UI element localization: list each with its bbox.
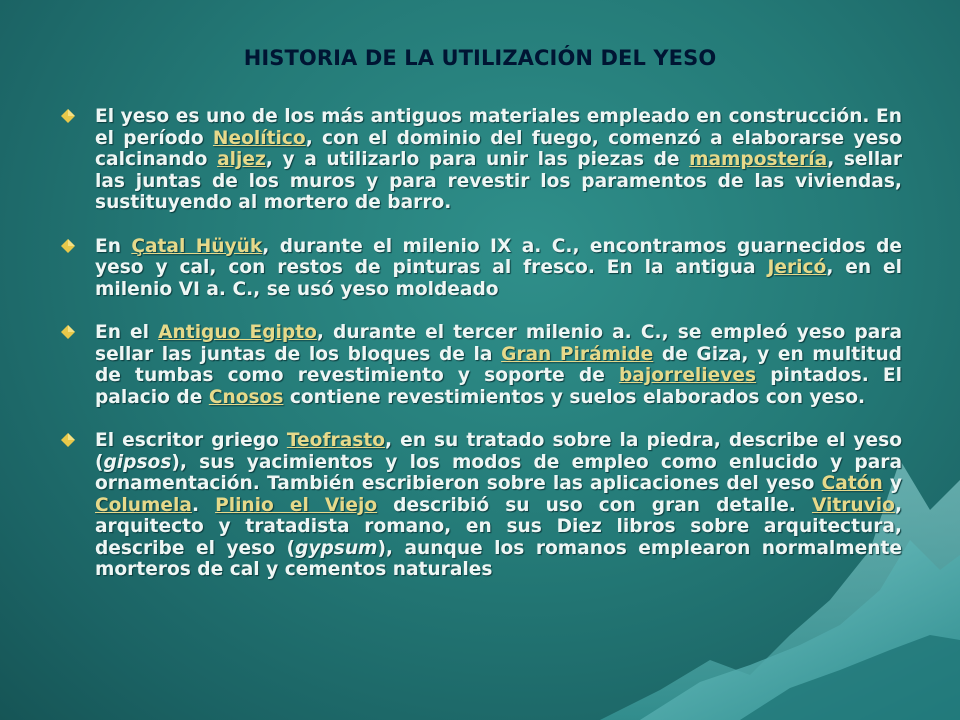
link-teofrasto[interactable]: Teofrasto (286, 430, 385, 451)
link-cnosos[interactable]: Cnosos (208, 386, 284, 408)
link-aljez[interactable]: aljez (217, 149, 266, 170)
bullet-text: , sellar las juntas de los muros y para revestir los paramentos de las viviendas, sustituyendo al mortero de barro. (95, 149, 902, 213)
bullet-text: El escritor griego (95, 430, 287, 451)
bullet-text: describió su uso con gran detalle. (377, 494, 812, 516)
bullet-item-2 (60, 236, 902, 301)
link-gran-piramide[interactable]: Gran Pirámide (501, 343, 654, 365)
diamond-bullet-icon (61, 325, 75, 339)
bullet-text: En el (95, 322, 159, 343)
slide-title: HISTORIA DE LA UTILIZACIÓN DEL YESO (243, 46, 717, 70)
link-plinio-el-viejo[interactable]: Plinio el Viejo (215, 494, 378, 516)
link-catal-huyuk[interactable]: Çatal Hüyük (131, 235, 263, 257)
bullet-item-4 (60, 430, 902, 581)
bullet-text: contiene revestimientos y suelos elaborados con yeso. (283, 386, 866, 408)
diamond-bullet-icon (61, 239, 75, 253)
bullet-text: , en el milenio VI a. C., se usó yeso moldeado (95, 257, 903, 300)
diamond-bullet-icon (61, 433, 75, 447)
link-bajorrelieves[interactable]: bajorrelieves (618, 365, 757, 386)
bullet-text: y (882, 473, 902, 494)
emphasis-gipsos: gipsos (103, 451, 172, 473)
bullet-list (60, 106, 902, 603)
emphasis-gypsum: gypsum (295, 537, 378, 559)
bullet-text: , con el dominio del fuego, comenzó a elaborarse yeso calcinando (95, 127, 902, 170)
bullet-text: . (191, 494, 216, 516)
bullet-item-1 (60, 106, 902, 214)
bullet-item-3 (60, 322, 902, 408)
bullet-text: pintados. El palacio de (95, 365, 903, 408)
link-neolitico[interactable]: Neolítico (212, 127, 306, 149)
bullet-text: de Giza, y en multitud de tumbas como revestimiento y soporte de (95, 343, 902, 386)
bullet-text: , durante el milenio IX a. C., encontramos guarnecidos de yeso y cal, con restos de pinturas al fresco. En la antigua (95, 235, 902, 278)
bullet-text: , durante el tercer milenio a. C., se empleó yeso para sellar las juntas de los bloques de la (95, 322, 902, 365)
bullet-text: En (95, 235, 132, 257)
bullet-text: ), sus yacimientos y los modos de empleo como enlucido y para ornamentación. También escribieron sobre las aplicaciones del yeso (95, 451, 902, 494)
bullet-text: , en su tratado sobre la piedra, describe el yeso ( (95, 430, 902, 473)
link-columela[interactable]: Columela (95, 494, 192, 516)
bullet-text: ), aunque los romanos emplearon normalmente morteros de cal y cementos naturales (95, 537, 902, 580)
link-antiguo-egipto[interactable]: Antiguo Egipto (158, 322, 317, 343)
link-vitruvio[interactable]: Vitruvio (811, 494, 895, 516)
bullet-text: , arquitecto y tratadista romano, en sus Diez libros sobre arquitectura, describe el yeso ( (95, 494, 903, 559)
link-caton[interactable]: Catón (821, 473, 883, 494)
diamond-bullet-icon (61, 109, 75, 123)
bullet-text: , y a utilizarlo para unir las piezas de (265, 149, 690, 170)
bullet-text: El yeso es uno de los más antiguos materiales empleado en construcción. En el período (95, 106, 902, 149)
link-mamposteria[interactable]: mampostería (689, 149, 828, 170)
link-jerico[interactable]: Jericó (767, 257, 827, 278)
